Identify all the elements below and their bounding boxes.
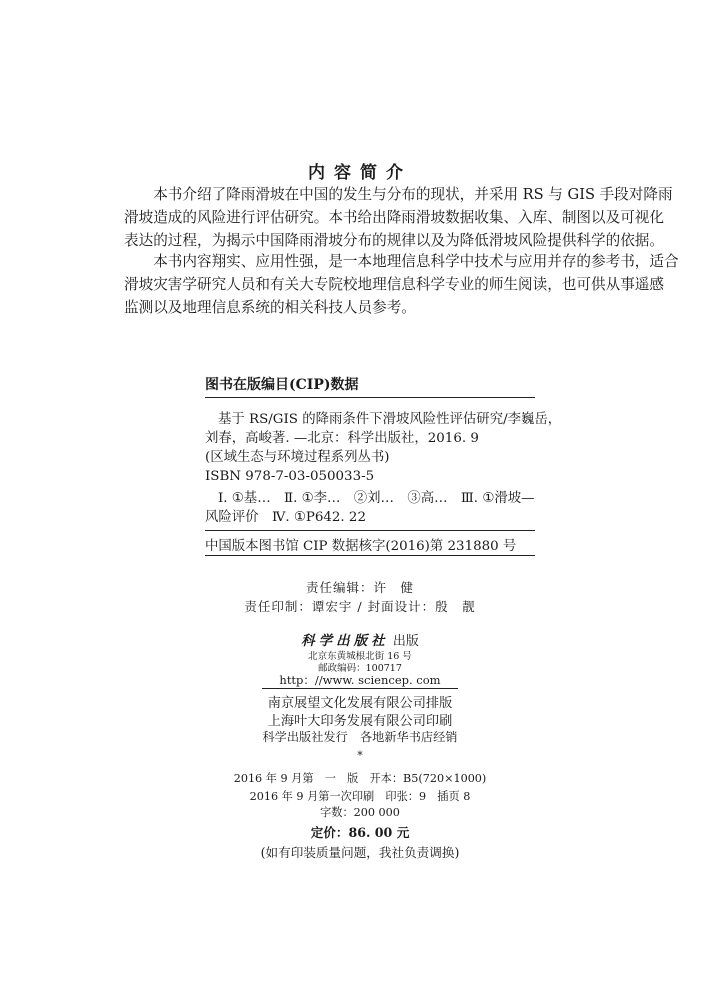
- paragraph-line: 本书介绍了降雨滑坡在中国的发生与分布的现状，并采用 RS 与 GIS 手段对降雨: [124, 186, 673, 203]
- typesetting-company: 南京展望文化发展有限公司排版: [267, 696, 453, 711]
- summary-title: 内容简介: [308, 163, 412, 183]
- cip-bottom-rule: [205, 555, 535, 556]
- price: 定价：86. 00 元: [310, 825, 410, 840]
- paragraph-line: 滑坡造成的风险进行评估研究。本书给出降雨滑坡数据收集、入库、制图以及可视化: [124, 209, 664, 226]
- publisher-divider: [262, 688, 458, 689]
- paragraph-line: 监测以及地理信息系统的相关科技人员参考。: [124, 299, 416, 316]
- cip-record-line: 基于 RS/GIS 的降雨条件下滑坡风险性评估研究/李巍岳，: [218, 412, 562, 427]
- publisher-website: http：//www. sciencep. com: [279, 673, 441, 687]
- quality-note: (如有印装质量问题，我社负责调换): [260, 845, 460, 860]
- paragraph-line: 表达的过程，为揭示中国降雨滑坡分布的规律以及为降低滑坡风险提供科学的依据。: [124, 232, 664, 249]
- publisher-line: [0, 629, 720, 649]
- edition-line-2: 2016 年 9 月第一次印刷 印张：9 插页 8: [249, 790, 471, 803]
- cip-heading: 图书在版编目(CIP)数据: [205, 377, 359, 393]
- publisher-address: 北京东黄城根北街 16 号: [308, 651, 412, 662]
- publisher-postcode: 邮政编码：100717: [318, 663, 402, 674]
- paragraph-line: 滑坡灾害学研究人员和有关大专院校地理信息科学专业的师生阅读，也可供从事遥感: [124, 276, 664, 293]
- printing-company: 上海叶大印务发展有限公司印刷: [267, 714, 453, 729]
- cip-top-rule: [205, 397, 535, 398]
- cip-middle-rule: [205, 530, 535, 531]
- cip-classification: [205, 489, 535, 527]
- cip-record: [205, 410, 561, 486]
- publisher-action: 出版: [392, 634, 419, 649]
- paragraph-line: 本书内容翔实、应用性强，是一本地理信息科学中技术与应用并存的参考书，适合: [124, 253, 679, 270]
- cip-record-line: ISBN 978-7-03-050033-5: [205, 469, 375, 484]
- edition-line-1: 2016 年 9 月第 一 版 开本：B5(720×1000): [233, 772, 487, 785]
- cip-class-line: Ⅰ. ①基… Ⅱ. ①李… ②刘… ③高… Ⅲ. ①滑坡—: [218, 491, 535, 506]
- distribution-line: 科学出版社发行 各地新华书店经销: [262, 730, 458, 744]
- cip-class-line: 风险评价 Ⅳ. ①P642. 22: [205, 510, 366, 525]
- word-count: 字数：200 000: [320, 806, 400, 819]
- summary-paragraph-2: [124, 250, 679, 319]
- cip-number: 中国版本图书馆 CIP 数据核字(2016)第 231880 号: [205, 539, 517, 554]
- cip-record-line: 刘春，高峻著. —北京：科学出版社，2016. 9: [205, 431, 479, 446]
- publisher-logo: 科学出版社: [301, 633, 389, 649]
- asterisk-separator: *: [357, 749, 363, 762]
- summary-paragraph-1: [124, 183, 673, 252]
- cip-record-line: (区域生态与环境过程系列丛书): [205, 450, 390, 465]
- responsible-printer-cover-designer: 责任印制：谭宏宇 / 封面设计：殷 靓: [244, 599, 476, 614]
- responsible-editor: 责任编辑：许 健: [305, 580, 414, 595]
